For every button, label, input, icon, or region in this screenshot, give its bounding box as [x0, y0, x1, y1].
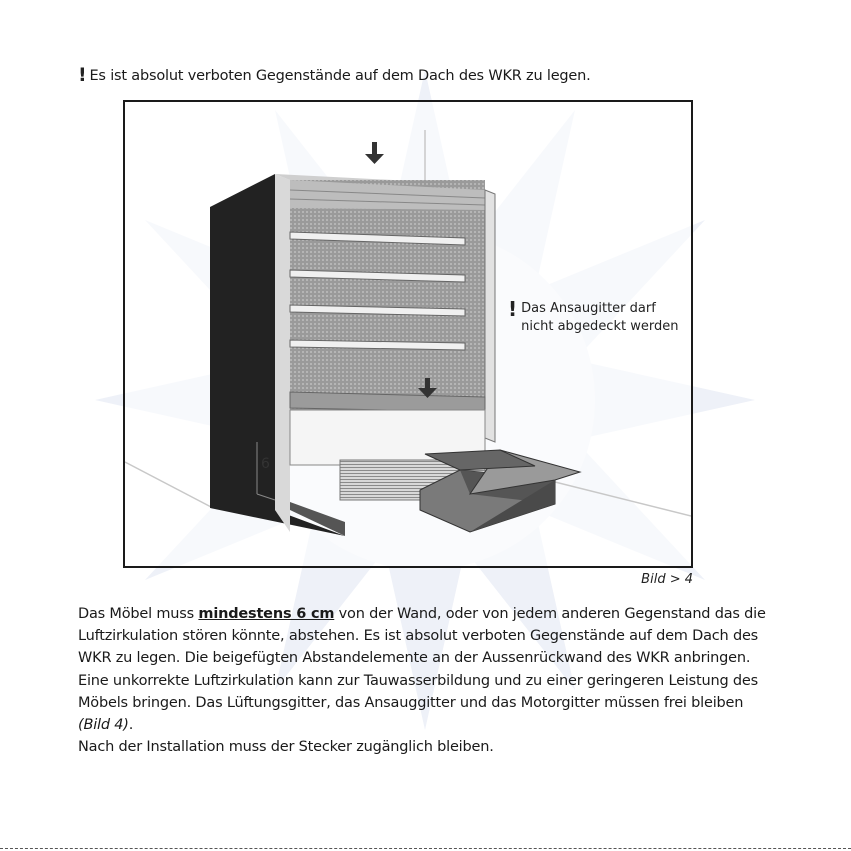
- cabinet-right-frame: [485, 190, 495, 442]
- floor-edge-right: [535, 477, 693, 517]
- floor-edge-left: [125, 462, 213, 508]
- dimension-label: 6: [261, 456, 270, 472]
- figure-reference: (Bild 4): [78, 717, 129, 734]
- figure-caption: Bild > 4: [641, 572, 693, 587]
- intake-grille-callout: [508, 297, 679, 336]
- paragraph-clearance: Das Möbel muss mindestens 6 cm von der Wand, oder von jedem anderen Gegenstand das die Luftzirkulation stören könnte, abstehen. Es ist absolut verboten Gegenstände auf dem Dach des WKR zu legen. Die beigefügten Abstandelemente an der Aussenrückwand des WKR anbringen.: [78, 606, 766, 667]
- instruction-text: [78, 603, 768, 758]
- page-footer-rule: [0, 848, 851, 849]
- exclamation-icon: !: [508, 297, 518, 321]
- cabinet-back-wall: [290, 180, 485, 410]
- paragraph-airflow: Eine unkorrekte Luftzirkulation kann zur Tauwasserbildung und zu einer geringeren Leistung des Möbels bringen. Das Lüftungsgitter, das Ansauggitter und das Motorgitter müssen frei bleiben (Bild 4).: [78, 672, 758, 734]
- callout-line-1: Das Ansaugitter darf: [521, 301, 656, 316]
- roof-warning-text: Es ist absolut verboten Gegenstände auf dem Dach des WKR zu legen.: [89, 67, 591, 84]
- roof-warning: [78, 66, 591, 85]
- figure-illustration: [123, 100, 693, 568]
- callout-line-2: nicht abgedeckt werden: [521, 319, 679, 334]
- airflow-arrow-top: [365, 142, 384, 164]
- cardboard-box: [420, 450, 580, 532]
- paragraph-plug: Nach der Installation muss der Stecker zugänglich bleiben.: [78, 739, 494, 756]
- min-distance-emphasis: mindestens 6 cm: [198, 606, 335, 622]
- exclamation-icon: !: [78, 64, 87, 86]
- cabinet-side-shade: [275, 174, 290, 532]
